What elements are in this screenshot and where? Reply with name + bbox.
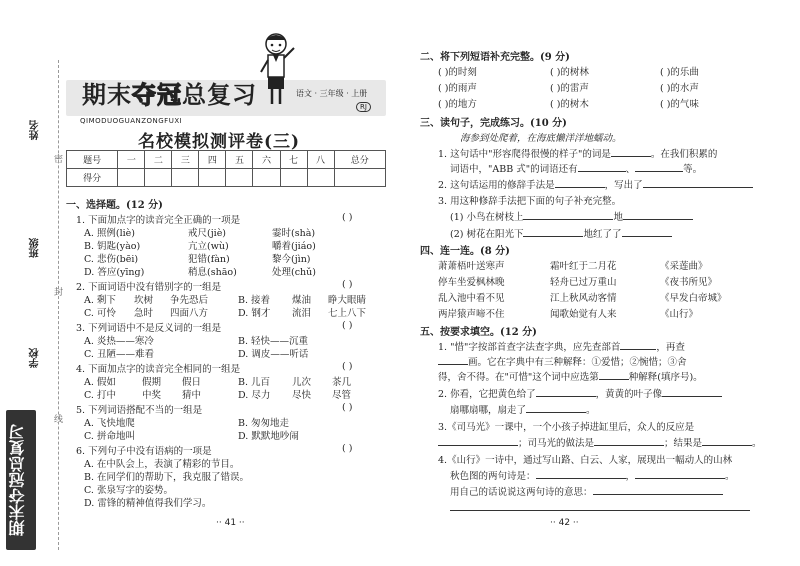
brand-highlight: 夺冠 xyxy=(132,81,182,109)
answer-paren-3[interactable]: ( ) xyxy=(342,320,353,331)
q6-option: B. 在同学们的帮助下，我克服了错误。 xyxy=(84,472,250,483)
reading-sentence: 海参到处爬着，在海底懒洋洋地蠕动。 xyxy=(460,133,622,144)
s5-q3-text-2: ；司马光的做法是 ；结果是 。 xyxy=(438,435,762,449)
answer-blank[interactable] xyxy=(536,396,596,397)
score-input[interactable] xyxy=(145,169,172,187)
q6-option: C. 张泉写字的姿势。 xyxy=(84,485,173,496)
match-left[interactable]: 两岸猿声啼不住 xyxy=(438,309,505,320)
s5-q3-text: 3.《司马光》一课中，一个小孩子掉进缸里后，众人的反应是 xyxy=(438,422,695,433)
q2-option: 流泪 xyxy=(292,308,312,319)
q5-option: C. 拼命地叫 xyxy=(84,431,135,442)
answer-blank[interactable] xyxy=(555,187,605,188)
score-label: 得分 xyxy=(67,169,118,187)
phrase-blank[interactable]: ( )的时刻 xyxy=(438,67,477,78)
s5-q1-text-2: 画。它在字典中有三种解释：①爱惜；②惋惜；③舍 xyxy=(438,354,687,368)
score-cell: 总分 xyxy=(334,151,385,169)
q1-option-d-3: 处理(chǔ) xyxy=(272,267,316,278)
answer-paren-5[interactable]: ( ) xyxy=(342,402,353,413)
page-number-left: ·· 41 ·· xyxy=(216,518,245,528)
q4-option: 假日 xyxy=(182,377,202,388)
answer-blank[interactable] xyxy=(594,445,664,446)
score-cell: 六 xyxy=(253,151,280,169)
section-3-title: 三、读句子，完成练习。(10 分) xyxy=(420,118,567,129)
q1-option-b-3: 嚼着(jiáo) xyxy=(272,241,316,252)
answer-line[interactable] xyxy=(450,510,750,511)
section-5-title: 五、按要求填空。(12 分) xyxy=(420,327,537,338)
answer-blank[interactable] xyxy=(536,478,626,479)
question-5: 5. 下列词语搭配不当的一组是 xyxy=(76,405,203,416)
binding-dash-line xyxy=(58,60,59,550)
match-middle[interactable]: 轻舟已过万重山 xyxy=(550,277,617,288)
s5-q4-text: 4.《山行》一诗中，通过写山路、白云、人家，展现出一幅动人的山林 xyxy=(438,455,733,466)
q2-option: 煤油 xyxy=(292,295,312,306)
q1-option-c-2: 犯错(fàn) xyxy=(188,254,230,265)
match-right[interactable]: 《采莲曲》 xyxy=(660,261,708,272)
q6-option: A. 在中队会上，表演了精彩的节目。 xyxy=(84,459,240,470)
score-cell: 七 xyxy=(280,151,307,169)
q2-option: 睁大眼睛 xyxy=(328,295,367,306)
binding-margin xyxy=(0,0,62,566)
s5-q2-text: 2. 你看，它把黄色给了 ，黄黄的叶子像 xyxy=(438,386,722,400)
q3-option: D. 调皮——听话 xyxy=(238,349,309,360)
score-cell: 四 xyxy=(199,151,226,169)
s5-q4-text-3: 用自己的话说说这两句诗的意思： xyxy=(450,484,723,498)
answer-blank[interactable] xyxy=(578,171,626,172)
q2-option: B. 接着 xyxy=(238,295,271,306)
answer-blank[interactable] xyxy=(523,236,583,237)
phrase-blank[interactable]: ( )的水声 xyxy=(660,83,699,94)
q5-option: B. 匆匆地走 xyxy=(238,418,290,429)
phrase-blank[interactable]: ( )的雷声 xyxy=(550,83,589,94)
match-middle[interactable]: 霜叶红于二月花 xyxy=(550,261,617,272)
score-input[interactable] xyxy=(172,169,199,187)
match-right[interactable]: 《夜书所见》 xyxy=(660,277,718,288)
score-cell: 八 xyxy=(307,151,334,169)
match-right[interactable]: 《山行》 xyxy=(660,309,699,320)
answer-blank[interactable] xyxy=(643,187,753,188)
q4-option: 假期 xyxy=(142,377,162,388)
match-left[interactable]: 停车坐爱枫林晚 xyxy=(438,277,505,288)
score-cell: 二 xyxy=(145,151,172,169)
answer-blank[interactable] xyxy=(523,219,613,220)
score-input[interactable] xyxy=(118,169,145,187)
grade-tag: 语文 · 三年级 · 上册 xyxy=(296,89,368,98)
class-label: 班级 xyxy=(30,238,41,258)
phrase-blank[interactable]: ( )的雨声 xyxy=(438,83,477,94)
q1-option-b-2: 亢立(wù) xyxy=(188,241,229,252)
score-row xyxy=(67,169,386,187)
score-cell: 三 xyxy=(172,151,199,169)
edition-badge: RJ xyxy=(356,102,371,112)
cut-line-mark: 线 xyxy=(54,415,64,425)
section-4-title: 四、连一连。(8 分) xyxy=(420,246,510,257)
answer-blank[interactable] xyxy=(662,396,722,397)
q5-option: A. 飞快地爬 xyxy=(84,418,135,429)
question-1: 1. 下面加点字的读音完全正确的一项是 xyxy=(76,215,241,226)
q1-option-b: B. 钥匙(yào) xyxy=(84,241,141,252)
seal-mark: 密 xyxy=(54,155,64,165)
q5-option: D. 默默地吵闹 xyxy=(238,431,299,442)
q4-option: 尽快 xyxy=(292,390,312,401)
s3-q1-text-2: 词语中，"ABB 式"的词语还有 、 等。 xyxy=(450,164,703,175)
score-input[interactable] xyxy=(253,169,280,187)
q1-option-c-3: 黎今(jìn) xyxy=(272,254,311,265)
s5-q1-text-3: 得，舍不得。在"可惜"这个词中应选第 种解释(填序号)。 xyxy=(438,372,703,383)
question-2: 2. 下面词语中没有错别字的一组是 xyxy=(76,282,222,293)
q3-option: A. 炎热——寒冷 xyxy=(84,336,154,347)
phrase-blank[interactable]: ( )的地方 xyxy=(438,99,477,110)
q4-option: A. 假如 xyxy=(84,377,116,388)
brand-suffix: 总复习 xyxy=(182,81,257,109)
match-middle[interactable]: 闻歌始觉有人来 xyxy=(550,309,617,320)
page-right xyxy=(420,30,790,550)
q1-option-d: D. 答应(yīng) xyxy=(84,267,145,278)
answer-blank[interactable] xyxy=(526,412,586,413)
match-middle[interactable]: 江上秋风动客情 xyxy=(550,293,617,304)
score-input[interactable] xyxy=(280,169,307,187)
q1-option-c: C. 悲伤(bēi) xyxy=(84,254,139,265)
phrase-blank[interactable]: ( )的树木 xyxy=(550,99,589,110)
q4-option: D. 尽力 xyxy=(238,390,271,401)
q3-option: B. 轻快——沉重 xyxy=(238,336,309,347)
score-cell: 五 xyxy=(226,151,253,169)
s5-q2-text-2: 扇哪扇哪，扇走了 。 xyxy=(450,405,596,416)
q2-option: 七上八下 xyxy=(328,308,367,319)
q2-option: A. 剩下 xyxy=(84,295,116,306)
mascot-icon xyxy=(256,30,296,110)
s3-q3b-text: (2) 树花在阳光下 地红了了 xyxy=(450,226,672,240)
answer-blank[interactable] xyxy=(620,349,656,350)
answer-blank[interactable] xyxy=(438,445,518,446)
brand-pinyin: QIMODUOGUANZONGFUXI xyxy=(80,117,183,125)
phrase-blank[interactable]: ( )的树林 xyxy=(550,67,589,78)
q1-option-a: A. 照例(liè) xyxy=(84,228,136,239)
school-label: 学校 xyxy=(30,348,41,368)
page-number-right: ·· 42 ·· xyxy=(550,518,579,528)
q2-option: C. 可怜 xyxy=(84,308,116,319)
q6-option: D. 雷锋的精神值得我们学习。 xyxy=(84,498,212,509)
answer-blank[interactable] xyxy=(635,171,683,172)
score-input[interactable] xyxy=(334,169,385,187)
s3-q3-text: 3. 用这种修辞手法把下面的句子补充完整。 xyxy=(438,196,622,207)
match-left[interactable]: 萧萧梧叶送寒声 xyxy=(438,261,505,272)
answer-blank[interactable] xyxy=(593,494,723,495)
q2-option: 急时 xyxy=(134,308,154,319)
q2-option: 坎树 xyxy=(134,295,154,306)
s3-q2-text: 2. 这句话运用的修辞手法是 ，写出了 xyxy=(438,177,753,191)
answer-blank[interactable] xyxy=(623,219,693,220)
q2-option: 四面八方 xyxy=(170,308,209,319)
question-6: 6. 下列句子中没有语病的一项是 xyxy=(76,446,212,457)
score-cell: 一 xyxy=(118,151,145,169)
q1-option-d-2: 稍息(shāo) xyxy=(188,267,237,278)
q1-option-a-2: 戒尺(jiè) xyxy=(188,228,227,239)
q4-option: 尽管 xyxy=(332,390,352,401)
score-header-row xyxy=(67,151,386,169)
answer-paren-1[interactable]: ( ) xyxy=(342,212,353,223)
s3-q1-text: 1. 这句话中"形容爬得很慢的样子"的词是 。在我们积累的 xyxy=(438,149,718,160)
question-4: 4. 下面加点字的读音完全相同的一组是 xyxy=(76,364,241,375)
question-3: 3. 下列词语中不是反义词的一组是 xyxy=(76,323,222,334)
score-input[interactable] xyxy=(226,169,253,187)
answer-blank[interactable] xyxy=(635,478,725,479)
match-right[interactable]: 《早发白帝城》 xyxy=(660,293,727,304)
answer-paren-2[interactable]: ( ) xyxy=(342,279,353,290)
s5-q1-text: 1. "惜"字按部首查字法查字典，应先查部首 ，再查 xyxy=(438,342,685,353)
exam-title: 名校模拟测评卷(三) xyxy=(138,132,301,152)
page-left xyxy=(66,30,396,550)
seal-mark-2: 封 xyxy=(54,288,64,298)
phrase-blank[interactable]: ( )的乐曲 xyxy=(660,67,699,78)
answer-blank[interactable] xyxy=(611,156,651,157)
name-label: 姓名 xyxy=(30,120,41,140)
answer-paren-4[interactable]: ( ) xyxy=(342,361,353,372)
brand-prefix: 期末 xyxy=(82,81,132,109)
q4-option: 儿次 xyxy=(292,377,312,388)
answer-paren-6[interactable]: ( ) xyxy=(342,443,353,454)
q1-option-a-3: 霎时(shà) xyxy=(272,228,316,239)
q4-option: 中奖 xyxy=(142,390,162,401)
q3-option: C. 丑陋——难看 xyxy=(84,349,154,360)
section-2-title: 二、将下列短语补充完整。(9 分) xyxy=(420,52,570,63)
q2-option: D. 钢才 xyxy=(238,308,271,319)
phrase-blank[interactable]: ( )的气味 xyxy=(660,99,699,110)
answer-blank[interactable] xyxy=(599,379,629,380)
score-cell: 题号 xyxy=(67,151,118,169)
q2-option: 争先恐后 xyxy=(170,295,209,306)
answer-blank[interactable] xyxy=(438,364,468,365)
brand-title xyxy=(82,75,257,110)
q4-option: B. 儿百 xyxy=(238,377,271,388)
score-input[interactable] xyxy=(199,169,226,187)
match-left[interactable]: 乱入池中看不见 xyxy=(438,293,505,304)
binding-logo: 期末夺冠总复习 xyxy=(6,410,36,550)
q4-option: 猜中 xyxy=(182,390,202,401)
q4-option: 茶几 xyxy=(332,377,352,388)
q4-option: C. 打中 xyxy=(84,390,116,401)
score-table xyxy=(66,150,386,187)
score-input[interactable] xyxy=(307,169,334,187)
answer-blank[interactable] xyxy=(622,236,672,237)
s5-q4-text-2: 秋色图的两句诗是： ， 。 xyxy=(450,471,735,482)
section-1-title: 一、选择题。(12 分) xyxy=(66,200,163,211)
s3-q3a-text: (1) 小鸟在树枝上 地 xyxy=(450,209,693,223)
answer-blank[interactable] xyxy=(702,445,752,446)
